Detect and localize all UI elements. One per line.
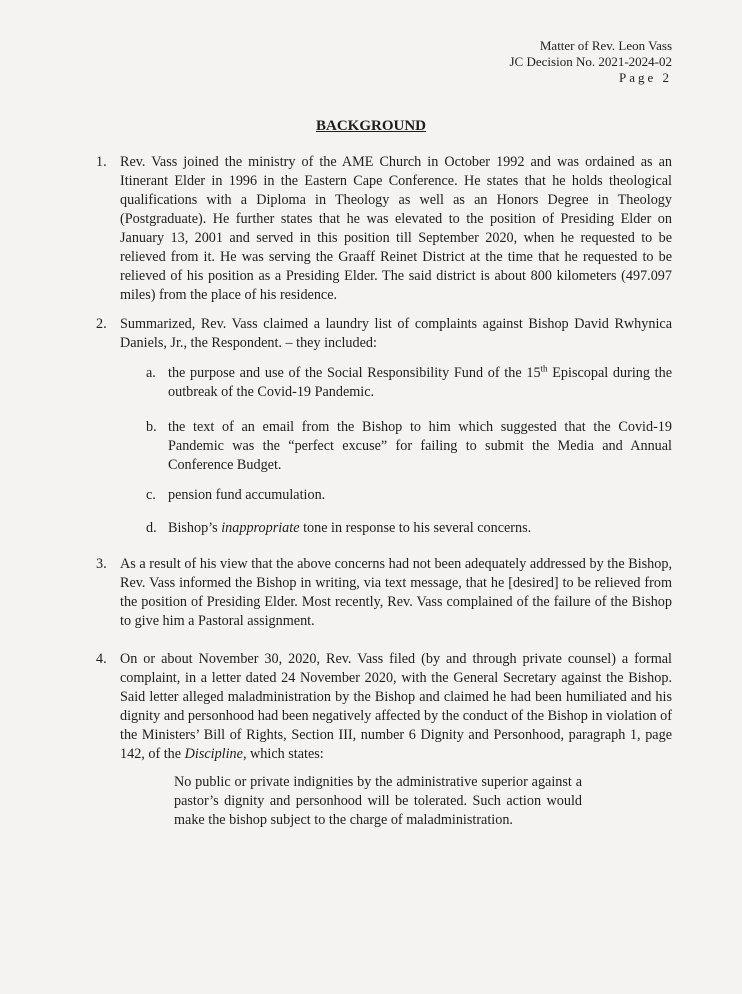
list-item-d: [120, 519, 672, 552]
item-text-end: Episcopal during the outbreak of the Covid-19 Pandemic.: [168, 365, 673, 400]
page-header: [510, 38, 673, 86]
paragraph-text-start: On or about November 30, 2020, Rev. Vass filed (by and through private counsel) a formal complaint, in a letter dated 24 November 2020, with the General Secretary against the Bishop. Said letter alleged maladministration by the Bishop and claimed he had been humiliated and his dignity and personhood had been negatively affected by the conduct of the Bishop in violation of the Ministers’ Bill of Rights, Section III, number 6 Dignity and Personhood, paragraph 1, page 142, of the: [120, 651, 672, 762]
paragraph-3: [96, 555, 672, 631]
item-text-end: tone in response to his several concerns.: [299, 520, 532, 536]
paragraph-text-end: , which states:: [242, 746, 324, 762]
item-text-start: the purpose and use of the Social Responsibility Fund of the 15: [168, 365, 541, 381]
ordinal-suffix: th: [540, 363, 548, 374]
paragraph-text: Rev. Vass joined the ministry of the AME Church in October 1992 and was ordained as an Itinerant Elder in 1996 in the Eastern Cape Conference. He states that he holds theological qualifications with a Diploma in Theology as well as an Honors Degree in Theology (Postgraduate). He further states that he was elevated to the position of Presiding Elder on January 13, 2001 and served in this position till September 2020, when he requested to be relieved from it. He was serving the Graaff Reinet District at the time that he requested to be relieved of his position as a Presiding Elder. The said district is about 800 kilometers (497.097 miles) from the place of his residence.: [120, 154, 672, 303]
list-item-b: [120, 418, 672, 489]
paragraph-number: 3.: [96, 556, 107, 572]
item-letter: d.: [146, 520, 157, 536]
block-quote: No public or private indignities by the administrative superior against a pastor’s dignity and personhood will be tolerated. Such action would make the bishop subject to the charge of maladministration.: [174, 774, 582, 828]
decision-number: JC Decision No. 2021-2024-02: [509, 54, 672, 69]
item-letter: a.: [146, 365, 156, 381]
matter-line: Matter of Rev. Leon Vass: [539, 38, 672, 53]
item-text: the text of an email from the Bishop to him which suggested that the Covid-19 Pandemic was the “perfect excuse” for failing to submit the Media and Annual Conference Budget.: [168, 419, 672, 473]
item-text-start: Bishop’s: [168, 520, 222, 536]
paragraph-number: 4.: [96, 651, 107, 667]
item-text: pension fund accumulation.: [168, 487, 326, 503]
paragraph-text: Summarized, Rev. Vass claimed a laundry list of complaints against Bishop David Rwhynica Daniels, Jr., the Respondent. – they included:: [120, 316, 672, 351]
item-letter: c.: [146, 487, 156, 503]
paragraph-2: [96, 315, 672, 353]
paragraph-4: [96, 650, 672, 764]
list-item-c: [120, 486, 672, 519]
paragraph-number: 1.: [96, 154, 107, 170]
paragraph-text: As a result of his view that the above concerns had not been adequately addressed by the Bishop, Rev. Vass informed the Bishop in writing, via text message, that he [desired] to be relieved from the position of Presiding Elder. Most recently, Rev. Vass complained of the failure of the Bishop to give him a Pastoral assignment.: [120, 556, 672, 629]
paragraph-number: 2.: [96, 316, 107, 332]
list-item-a: [120, 364, 672, 416]
section-title: BACKGROUND: [315, 118, 426, 134]
page-number: Page 2: [618, 70, 672, 85]
paragraph-1: [96, 153, 672, 305]
discipline-title: Discipline: [184, 746, 243, 762]
emphasis: inappropriate: [221, 520, 300, 536]
item-letter: b.: [146, 419, 157, 435]
